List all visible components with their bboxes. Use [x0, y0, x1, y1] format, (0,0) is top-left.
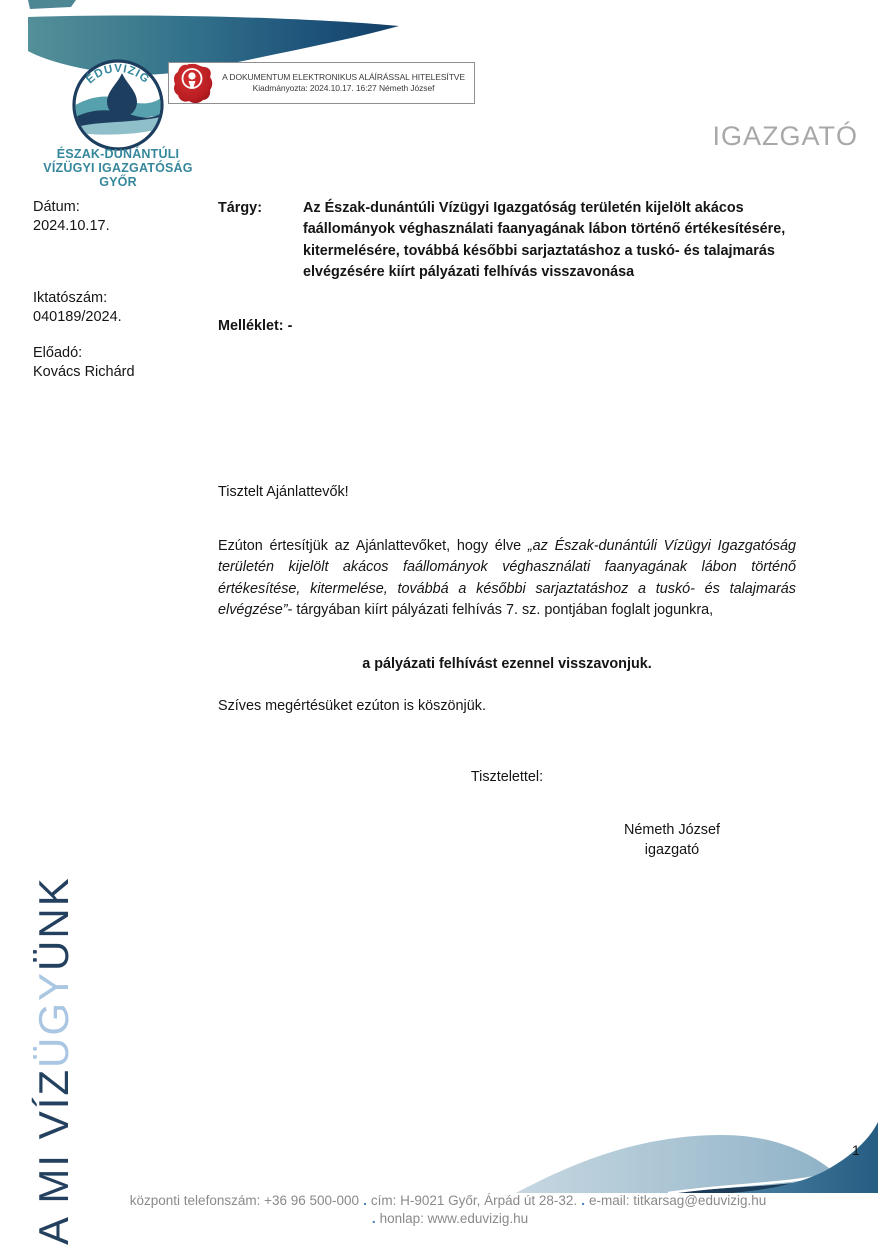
date-label: Dátum:	[33, 199, 80, 215]
meta-column	[33, 198, 208, 382]
signature-block	[560, 820, 784, 860]
org-line-1: ÉSZAK-DUNÁNTÚLI	[56, 147, 180, 161]
vertical-slogan	[30, 845, 78, 1245]
signer-name: Németh József	[624, 822, 720, 838]
footer-address: cím: H-9021 Győr, Árpád út 28-32.	[370, 1193, 578, 1208]
attachment-line: Melléklet: -	[218, 318, 293, 334]
slogan-part-2: ÜGY	[30, 970, 77, 1068]
paragraph-quote: „az Észak-dunántúli Vízügyi Igazgatóság területén kijelölt akácos faállományok véghasználati faanyagának lábon történő értékesítése, kitermelése, továbbá a későbbi sarjaztatáshoz a tuskó- és talajmarás elvégzése”	[218, 538, 796, 618]
eduvizig-logo	[70, 57, 166, 153]
signer-title: igazgató	[644, 842, 700, 858]
document-title: IGAZGATÓ	[712, 121, 858, 151]
date-value: 2024.10.17.	[33, 218, 110, 234]
footer-line-2	[0, 1210, 896, 1228]
footer-line-1	[0, 1192, 896, 1210]
subject-text: Az Észak-dunántúli Vízügyi Igazgatóság területén kijelölt akácos faállományok véghasználati faanyagának lábon történő értékesítésére, kitermelésére, továbbá későbbi sarjaztatáshoz a tuskó- és talajmarás elvégzésére kiírt pályázati felhívás visszavonása	[303, 200, 786, 280]
footer-wave-decoration	[432, 1116, 878, 1194]
org-line-2: VÍZÜGYI IGAZGATÓSÁG	[43, 161, 193, 175]
salutation: Tisztelt Ajánlattevők!	[218, 484, 349, 500]
reference-label: Iktatószám:	[33, 290, 108, 306]
e-signature-stamp	[168, 62, 475, 104]
corner-strip	[28, 0, 76, 9]
footer-dot: .	[371, 1211, 376, 1226]
footer-dot: .	[581, 1193, 585, 1208]
slogan-part-3: ÜNK	[30, 876, 77, 971]
subject-label: Tárgy:	[218, 200, 262, 216]
footer-website: honlap: www.eduvizig.hu	[379, 1211, 529, 1226]
paragraph-rest: - tárgyában kiírt pályázati felhívás 7. sz. pontjában foglalt jogunkra,	[287, 601, 714, 618]
footer-contact	[0, 1192, 896, 1228]
officer-value: Kovács Richárd	[33, 364, 135, 380]
body-paragraph	[218, 536, 796, 621]
thanks-line: Szíves megértésüket ezúton is köszönjük.	[218, 698, 486, 714]
withdrawal-statement: a pályázati felhívást ezennel visszavonjuk.	[362, 656, 652, 672]
stamp-text	[213, 72, 474, 94]
reference-value: 040189/2024.	[33, 309, 122, 325]
stamp-line-2: Kiadmányozta: 2024.10.17. 16:27 Németh József	[252, 83, 435, 93]
organization-name	[32, 147, 204, 189]
footer-phone: központi telefonszám: +36 96 500-000	[129, 1193, 360, 1208]
slogan-part-1: A MI VÍZ	[30, 1067, 77, 1245]
wax-seal-icon	[171, 63, 213, 103]
paragraph-intro: Ezúton értesítjük az Ajánlattevőket, hogy élve	[218, 538, 528, 554]
closing-line: Tisztelettel:	[470, 769, 544, 785]
footer-email: e-mail: titkarsag@eduvizig.hu	[588, 1193, 767, 1208]
page-number: 1	[852, 1142, 860, 1158]
officer-label: Előadó:	[33, 345, 83, 361]
subject-row	[218, 198, 796, 283]
footer-dot: .	[363, 1193, 367, 1208]
stamp-line-1: A DOKUMENTUM ELEKTRONIKUS ALÁÍRÁSSAL HITELESÍTVE	[222, 72, 465, 82]
logo-badge-text: ÉDUVIZIG	[84, 62, 152, 87]
org-line-3: GYŐR	[99, 175, 137, 189]
